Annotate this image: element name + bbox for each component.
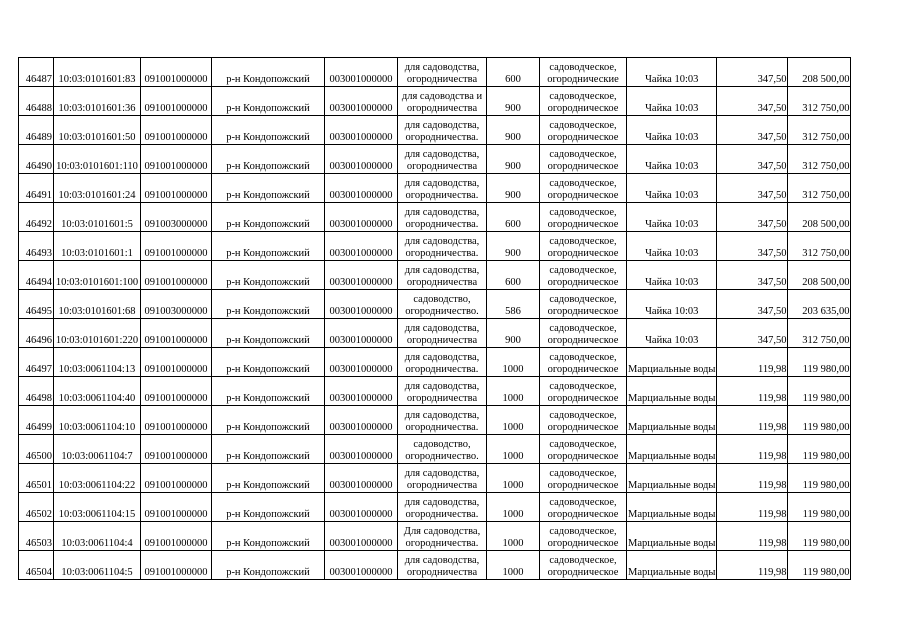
table-row — [19, 319, 851, 348]
specific-value-cell: 119,98 — [717, 493, 788, 522]
row-id-cell: 46495 — [19, 290, 54, 319]
permitted-use-line-2: огородничества — [406, 277, 478, 288]
settlement-name-cell: Чайка 10:03 — [627, 58, 717, 87]
use-type-line-1: садоводческое, — [549, 468, 617, 479]
area-cell: 1000 — [487, 377, 540, 406]
cadastral-value-cell: 119 980,00 — [788, 493, 851, 522]
use-type-line-1: садоводческое, — [549, 439, 617, 450]
okato-code-cell: 091001000000 — [141, 551, 212, 580]
cadastral-number-cell: 10:03:0061104:7 — [54, 435, 141, 464]
district-cell: р-н Кондопожский — [212, 493, 325, 522]
use-type-cell — [540, 319, 627, 348]
row-id-cell: 46496 — [19, 319, 54, 348]
area-cell: 1000 — [487, 493, 540, 522]
cadastral-number-cell: 10:03:0061104:4 — [54, 522, 141, 551]
okato-code-cell: 091001000000 — [141, 145, 212, 174]
permitted-use-cell — [398, 348, 487, 377]
okato-code-cell: 091001000000 — [141, 348, 212, 377]
row-id-cell: 46493 — [19, 232, 54, 261]
area-cell: 900 — [487, 319, 540, 348]
settlement-name-cell: Чайка 10:03 — [627, 174, 717, 203]
area-cell: 600 — [487, 203, 540, 232]
cadastral-value-cell: 312 750,00 — [788, 116, 851, 145]
area-cell: 1000 — [487, 522, 540, 551]
permitted-use-cell — [398, 290, 487, 319]
row-id-cell: 46498 — [19, 377, 54, 406]
cadastral-value-cell: 119 980,00 — [788, 464, 851, 493]
use-type-line-2: огородническое — [547, 364, 619, 375]
category-code-cell: 003001000000 — [325, 174, 398, 203]
district-cell: р-н Кондопожский — [212, 174, 325, 203]
settlement-name-cell: Чайка 10:03 — [627, 116, 717, 145]
use-type-line-2: огородническое — [547, 509, 619, 520]
area-cell: 1000 — [487, 464, 540, 493]
cadastral-value-table — [18, 57, 851, 580]
row-id-cell: 46488 — [19, 87, 54, 116]
permitted-use-cell — [398, 58, 487, 87]
permitted-use-line-2: огородничества. — [405, 219, 479, 230]
cadastral-value-cell: 119 980,00 — [788, 377, 851, 406]
use-type-line-2: огородническое — [547, 306, 619, 317]
use-type-line-2: огородническое — [547, 567, 619, 578]
area-cell: 1000 — [487, 551, 540, 580]
table-row — [19, 261, 851, 290]
row-id-cell: 46492 — [19, 203, 54, 232]
permitted-use-line-1: для садоводства, — [404, 323, 480, 334]
use-type-cell — [540, 377, 627, 406]
cadastral-number-cell: 10:03:0101601:5 — [54, 203, 141, 232]
use-type-line-1: садоводческое, — [549, 178, 617, 189]
table-row — [19, 232, 851, 261]
permitted-use-line-2: огородничества. — [405, 248, 479, 259]
permitted-use-line-1: для садоводства, — [404, 497, 480, 508]
district-cell: р-н Кондопожский — [212, 377, 325, 406]
cadastral-value-cell: 203 635,00 — [788, 290, 851, 319]
cadastral-value-cell: 208 500,00 — [788, 58, 851, 87]
area-cell: 1000 — [487, 435, 540, 464]
use-type-line-2: огороднические — [547, 74, 619, 85]
cadastral-number-cell: 10:03:0061104:15 — [54, 493, 141, 522]
permitted-use-cell — [398, 493, 487, 522]
category-code-cell: 003001000000 — [325, 522, 398, 551]
use-type-line-2: огородническое — [547, 190, 619, 201]
category-code-cell: 003001000000 — [325, 145, 398, 174]
use-type-cell — [540, 551, 627, 580]
category-code-cell: 003001000000 — [325, 377, 398, 406]
use-type-cell — [540, 203, 627, 232]
cadastral-number-cell: 10:03:0101601:220 — [54, 319, 141, 348]
district-cell: р-н Кондопожский — [212, 87, 325, 116]
okato-code-cell: 091001000000 — [141, 464, 212, 493]
area-cell: 900 — [487, 145, 540, 174]
permitted-use-line-1: для садоводства, — [404, 555, 480, 566]
permitted-use-line-1: для садоводства, — [404, 265, 480, 276]
okato-code-cell: 091001000000 — [141, 377, 212, 406]
permitted-use-cell — [398, 435, 487, 464]
permitted-use-line-1: для садоводства, — [404, 352, 480, 363]
specific-value-cell: 347,50 — [717, 261, 788, 290]
permitted-use-cell — [398, 319, 487, 348]
settlement-name-cell: Чайка 10:03 — [627, 290, 717, 319]
district-cell: р-н Кондопожский — [212, 261, 325, 290]
use-type-cell — [540, 290, 627, 319]
district-cell: р-н Кондопожский — [212, 348, 325, 377]
use-type-line-2: огородническое — [547, 248, 619, 259]
cadastral-number-cell: 10:03:0061104:5 — [54, 551, 141, 580]
use-type-line-2: огородническое — [547, 393, 619, 404]
cadastral-number-cell: 10:03:0101601:1 — [54, 232, 141, 261]
row-id-cell: 46499 — [19, 406, 54, 435]
use-type-cell — [540, 116, 627, 145]
use-type-line-2: огородническое — [547, 480, 619, 491]
specific-value-cell: 347,50 — [717, 174, 788, 203]
specific-value-cell: 119,98 — [717, 348, 788, 377]
category-code-cell: 003001000000 — [325, 348, 398, 377]
okato-code-cell: 091001000000 — [141, 58, 212, 87]
permitted-use-line-2: огородничества — [406, 103, 478, 114]
specific-value-cell: 347,50 — [717, 58, 788, 87]
permitted-use-cell — [398, 116, 487, 145]
use-type-line-2: огородническое — [547, 161, 619, 172]
permitted-use-line-2: огородничество. — [405, 451, 479, 462]
permitted-use-cell — [398, 551, 487, 580]
use-type-line-1: садоводческое, — [549, 497, 617, 508]
category-code-cell: 003001000000 — [325, 319, 398, 348]
specific-value-cell: 119,98 — [717, 464, 788, 493]
cadastral-number-cell: 10:03:0101601:50 — [54, 116, 141, 145]
use-type-line-1: садоводческое, — [549, 294, 617, 305]
okato-code-cell: 091001000000 — [141, 116, 212, 145]
specific-value-cell: 347,50 — [717, 290, 788, 319]
permitted-use-line-2: огородничества — [406, 161, 478, 172]
table-row — [19, 377, 851, 406]
specific-value-cell: 119,98 — [717, 435, 788, 464]
settlement-name-cell: Марциальные воды — [627, 377, 717, 406]
permitted-use-line-1: садоводство, — [413, 294, 471, 305]
permitted-use-cell — [398, 261, 487, 290]
specific-value-cell: 347,50 — [717, 87, 788, 116]
permitted-use-cell — [398, 145, 487, 174]
permitted-use-cell — [398, 203, 487, 232]
permitted-use-cell — [398, 406, 487, 435]
table-row — [19, 435, 851, 464]
use-type-line-1: садоводческое, — [549, 207, 617, 218]
category-code-cell: 003001000000 — [325, 232, 398, 261]
use-type-line-2: огородническое — [547, 538, 619, 549]
specific-value-cell: 347,50 — [717, 145, 788, 174]
settlement-name-cell: Чайка 10:03 — [627, 87, 717, 116]
use-type-cell — [540, 261, 627, 290]
permitted-use-cell — [398, 522, 487, 551]
settlement-name-cell: Марциальные воды — [627, 435, 717, 464]
cadastral-value-cell: 312 750,00 — [788, 319, 851, 348]
use-type-line-1: садоводческое, — [549, 323, 617, 334]
category-code-cell: 003001000000 — [325, 551, 398, 580]
category-code-cell: 003001000000 — [325, 290, 398, 319]
area-cell: 900 — [487, 116, 540, 145]
permitted-use-cell — [398, 174, 487, 203]
permitted-use-line-2: огородничества. — [405, 190, 479, 201]
use-type-line-1: садоводческое, — [549, 410, 617, 421]
cadastral-value-cell: 119 980,00 — [788, 435, 851, 464]
table-row — [19, 290, 851, 319]
settlement-name-cell: Чайка 10:03 — [627, 261, 717, 290]
settlement-name-cell: Чайка 10:03 — [627, 232, 717, 261]
use-type-line-2: огородническое — [547, 132, 619, 143]
table-row — [19, 406, 851, 435]
use-type-line-1: садоводческое, — [549, 555, 617, 566]
permitted-use-cell — [398, 464, 487, 493]
use-type-line-1: садоводческое, — [549, 381, 617, 392]
cadastral-number-cell: 10:03:0101601:83 — [54, 58, 141, 87]
cadastral-value-cell: 312 750,00 — [788, 87, 851, 116]
permitted-use-line-2: огородничество. — [405, 306, 479, 317]
area-cell: 900 — [487, 232, 540, 261]
category-code-cell: 003001000000 — [325, 435, 398, 464]
cadastral-number-cell: 10:03:0061104:22 — [54, 464, 141, 493]
permitted-use-line-2: огородничества. — [405, 538, 479, 549]
use-type-line-1: садоводческое, — [549, 236, 617, 247]
permitted-use-line-2: огородничества — [406, 74, 478, 85]
category-code-cell: 003001000000 — [325, 58, 398, 87]
permitted-use-cell — [398, 87, 487, 116]
district-cell: р-н Кондопожский — [212, 464, 325, 493]
permitted-use-line-1: для садоводства, — [404, 236, 480, 247]
use-type-line-2: огородническое — [547, 219, 619, 230]
use-type-line-1: садоводческое, — [549, 265, 617, 276]
district-cell: р-н Кондопожский — [212, 58, 325, 87]
cadastral-number-cell: 10:03:0101601:110 — [54, 145, 141, 174]
permitted-use-line-2: огородничества — [406, 393, 478, 404]
permitted-use-line-1: для садоводства и — [401, 91, 483, 102]
cadastral-number-cell: 10:03:0061104:40 — [54, 377, 141, 406]
row-id-cell: 46487 — [19, 58, 54, 87]
district-cell: р-н Кондопожский — [212, 232, 325, 261]
district-cell: р-н Кондопожский — [212, 203, 325, 232]
permitted-use-line-1: для садоводства, — [404, 149, 480, 160]
category-code-cell: 003001000000 — [325, 203, 398, 232]
use-type-line-1: садоводческое, — [549, 62, 617, 73]
settlement-name-cell: Марциальные воды — [627, 348, 717, 377]
area-cell: 1000 — [487, 406, 540, 435]
use-type-line-1: садоводческое, — [549, 149, 617, 160]
table-row — [19, 522, 851, 551]
cadastral-value-cell: 119 980,00 — [788, 551, 851, 580]
use-type-line-2: огородническое — [547, 422, 619, 433]
specific-value-cell: 347,50 — [717, 319, 788, 348]
use-type-line-2: огородническое — [547, 277, 619, 288]
settlement-name-cell: Марциальные воды — [627, 522, 717, 551]
okato-code-cell: 091001000000 — [141, 261, 212, 290]
use-type-line-1: садоводческое, — [549, 120, 617, 131]
use-type-cell — [540, 464, 627, 493]
area-cell: 900 — [487, 174, 540, 203]
cadastral-number-cell: 10:03:0101601:24 — [54, 174, 141, 203]
permitted-use-cell — [398, 377, 487, 406]
permitted-use-line-2: огородничества. — [405, 509, 479, 520]
cadastral-number-cell: 10:03:0061104:13 — [54, 348, 141, 377]
okato-code-cell: 091003000000 — [141, 203, 212, 232]
table-row — [19, 551, 851, 580]
cadastral-value-cell: 119 980,00 — [788, 348, 851, 377]
table-row — [19, 493, 851, 522]
permitted-use-line-2: огородничества — [406, 480, 478, 491]
specific-value-cell: 119,98 — [717, 377, 788, 406]
permitted-use-line-1: для садоводства, — [404, 468, 480, 479]
row-id-cell: 46503 — [19, 522, 54, 551]
settlement-name-cell: Чайка 10:03 — [627, 203, 717, 232]
category-code-cell: 003001000000 — [325, 406, 398, 435]
cadastral-value-cell: 119 980,00 — [788, 406, 851, 435]
specific-value-cell: 347,50 — [717, 203, 788, 232]
cadastral-value-cell: 312 750,00 — [788, 174, 851, 203]
category-code-cell: 003001000000 — [325, 464, 398, 493]
use-type-cell — [540, 522, 627, 551]
okato-code-cell: 091001000000 — [141, 87, 212, 116]
permitted-use-line-2: огородничества. — [405, 364, 479, 375]
use-type-line-2: огородническое — [547, 451, 619, 462]
settlement-name-cell: Марциальные воды — [627, 406, 717, 435]
category-code-cell: 003001000000 — [325, 87, 398, 116]
specific-value-cell: 119,98 — [717, 551, 788, 580]
okato-code-cell: 091001000000 — [141, 522, 212, 551]
okato-code-cell: 091003000000 — [141, 290, 212, 319]
settlement-name-cell: Марциальные воды — [627, 464, 717, 493]
specific-value-cell: 347,50 — [717, 116, 788, 145]
permitted-use-line-1: садоводство, — [413, 439, 471, 450]
table-body — [19, 58, 851, 580]
cadastral-number-cell: 10:03:0101601:100 — [54, 261, 141, 290]
district-cell: р-н Кондопожский — [212, 551, 325, 580]
cadastral-number-cell: 10:03:0101601:68 — [54, 290, 141, 319]
row-id-cell: 46500 — [19, 435, 54, 464]
okato-code-cell: 091001000000 — [141, 174, 212, 203]
cadastral-value-cell: 119 980,00 — [788, 522, 851, 551]
table-row — [19, 87, 851, 116]
table-row — [19, 145, 851, 174]
district-cell: р-н Кондопожский — [212, 406, 325, 435]
area-cell: 600 — [487, 58, 540, 87]
settlement-name-cell: Марциальные воды — [627, 493, 717, 522]
table-row — [19, 203, 851, 232]
permitted-use-line-1: для садоводства, — [404, 410, 480, 421]
table-row — [19, 174, 851, 203]
use-type-cell — [540, 174, 627, 203]
cadastral-number-cell: 10:03:0061104:10 — [54, 406, 141, 435]
row-id-cell: 46502 — [19, 493, 54, 522]
category-code-cell: 003001000000 — [325, 493, 398, 522]
table-row — [19, 348, 851, 377]
table-row — [19, 464, 851, 493]
cadastral-value-cell: 208 500,00 — [788, 261, 851, 290]
settlement-name-cell: Чайка 10:03 — [627, 145, 717, 174]
use-type-line-2: огородническое — [547, 103, 619, 114]
category-code-cell: 003001000000 — [325, 261, 398, 290]
specific-value-cell: 347,50 — [717, 232, 788, 261]
settlement-name-cell: Чайка 10:03 — [627, 319, 717, 348]
permitted-use-line-1: для садоводства, — [404, 207, 480, 218]
district-cell: р-н Кондопожский — [212, 319, 325, 348]
district-cell: р-н Кондопожский — [212, 290, 325, 319]
permitted-use-line-2: огородничества — [406, 567, 478, 578]
cadastral-value-cell: 312 750,00 — [788, 232, 851, 261]
permitted-use-line-1: для садоводства, — [404, 120, 480, 131]
row-id-cell: 46494 — [19, 261, 54, 290]
row-id-cell: 46501 — [19, 464, 54, 493]
okato-code-cell: 091001000000 — [141, 406, 212, 435]
permitted-use-line-2: огородничества. — [405, 422, 479, 433]
district-cell: р-н Кондопожский — [212, 522, 325, 551]
use-type-cell — [540, 435, 627, 464]
table-row — [19, 58, 851, 87]
row-id-cell: 46504 — [19, 551, 54, 580]
use-type-line-1: садоводческое, — [549, 352, 617, 363]
cadastral-value-cell: 312 750,00 — [788, 145, 851, 174]
use-type-line-1: садоводческое, — [549, 91, 617, 102]
area-cell: 586 — [487, 290, 540, 319]
table-row — [19, 116, 851, 145]
row-id-cell: 46491 — [19, 174, 54, 203]
okato-code-cell: 091001000000 — [141, 319, 212, 348]
use-type-cell — [540, 87, 627, 116]
district-cell: р-н Кондопожский — [212, 116, 325, 145]
permitted-use-line-1: для садоводства, — [404, 381, 480, 392]
use-type-line-1: садоводческое, — [549, 526, 617, 537]
area-cell: 600 — [487, 261, 540, 290]
okato-code-cell: 091001000000 — [141, 435, 212, 464]
permitted-use-line-1: для садоводства, — [404, 178, 480, 189]
row-id-cell: 46490 — [19, 145, 54, 174]
category-code-cell: 003001000000 — [325, 116, 398, 145]
row-id-cell: 46497 — [19, 348, 54, 377]
use-type-line-2: огородническое — [547, 335, 619, 346]
permitted-use-line-2: огородничества — [406, 335, 478, 346]
permitted-use-line-1: для садоводства, — [404, 62, 480, 73]
permitted-use-line-2: огородничества. — [405, 132, 479, 143]
use-type-cell — [540, 232, 627, 261]
specific-value-cell: 119,98 — [717, 522, 788, 551]
row-id-cell: 46489 — [19, 116, 54, 145]
specific-value-cell: 119,98 — [717, 406, 788, 435]
use-type-cell — [540, 145, 627, 174]
area-cell: 900 — [487, 87, 540, 116]
district-cell: р-н Кондопожский — [212, 145, 325, 174]
district-cell: р-н Кондопожский — [212, 435, 325, 464]
settlement-name-cell: Марциальные воды — [627, 551, 717, 580]
okato-code-cell: 091001000000 — [141, 232, 212, 261]
use-type-cell — [540, 348, 627, 377]
use-type-cell — [540, 406, 627, 435]
use-type-cell — [540, 58, 627, 87]
cadastral-value-cell: 208 500,00 — [788, 203, 851, 232]
permitted-use-line-1: Для садоводства, — [403, 526, 481, 537]
cadastral-number-cell: 10:03:0101601:36 — [54, 87, 141, 116]
use-type-cell — [540, 493, 627, 522]
permitted-use-cell — [398, 232, 487, 261]
area-cell: 1000 — [487, 348, 540, 377]
okato-code-cell: 091001000000 — [141, 493, 212, 522]
